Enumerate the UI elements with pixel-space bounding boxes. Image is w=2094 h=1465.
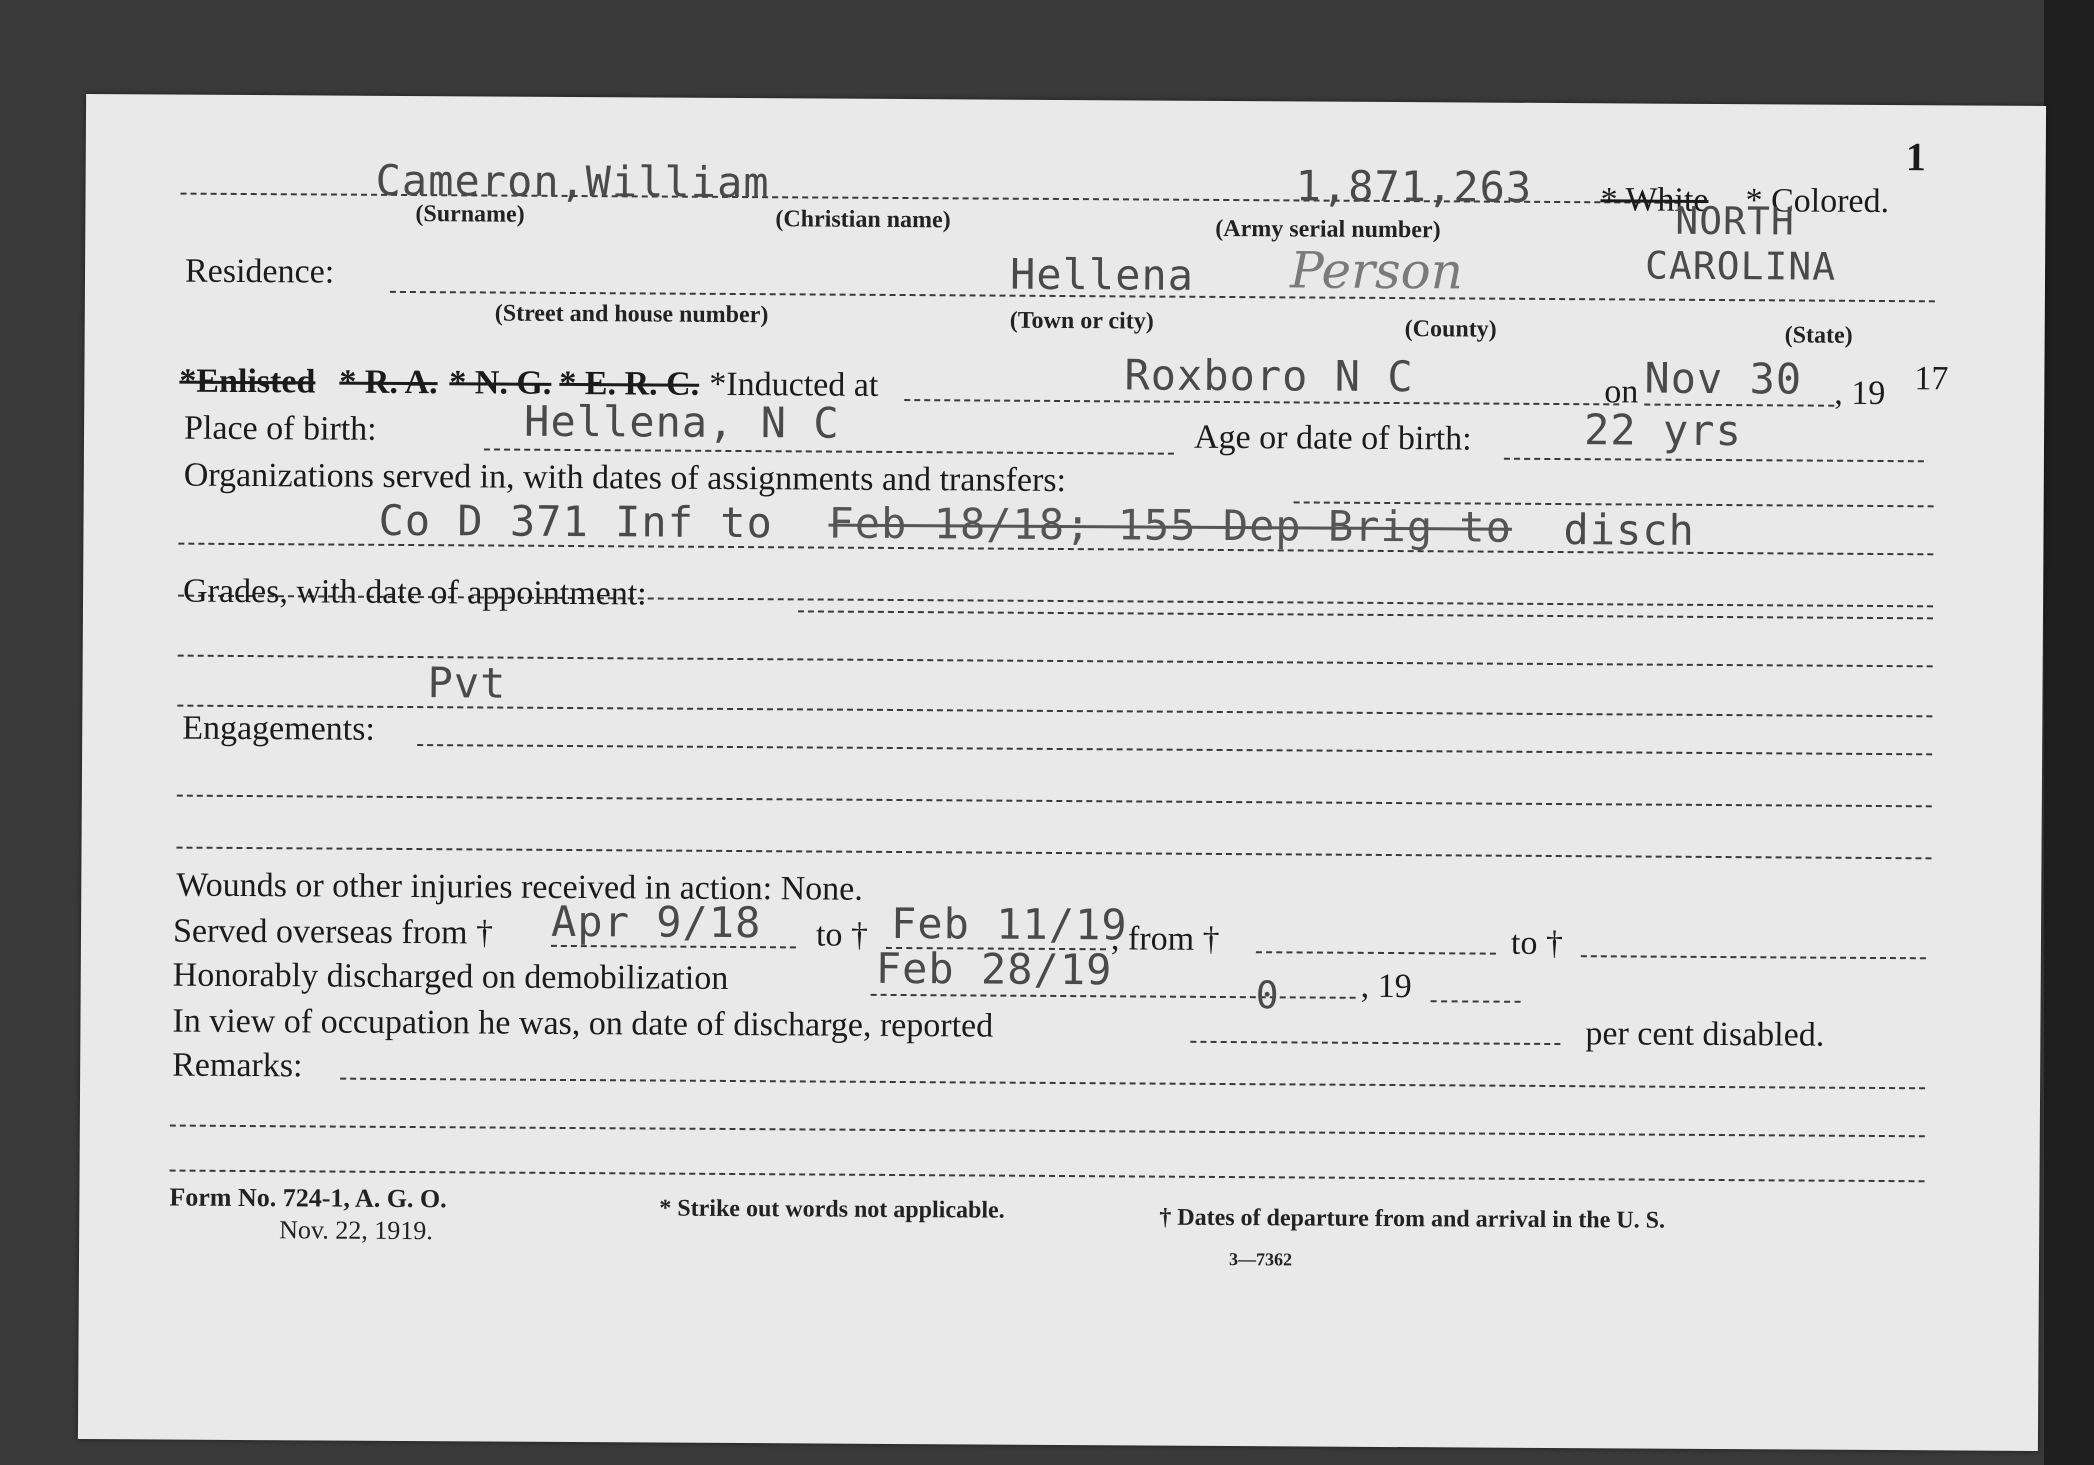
overseas-from2-line [1256,951,1496,954]
surname-label: (Surname) [415,201,525,228]
overseas-from2-label: , from † [1110,920,1220,958]
dates-note: † Dates of departure from and arrival in the U. S. [1159,1204,1666,1234]
engagements-label: Engagements: [182,709,375,748]
remarks-line-1 [340,1078,1925,1090]
engagements-line-3 [177,847,1932,860]
age-line [1504,458,1924,463]
overseas-to-value: Feb 11/19 [890,898,1128,950]
disability-line [1190,1041,1560,1045]
engagements-line-1 [417,744,1932,755]
discharge-year-label: , 19 [1360,967,1412,1006]
strike-note: * Strike out words not applicable. [659,1195,1005,1224]
organizations-value-part2: disch [1563,505,1696,555]
engagements-line-2 [177,795,1932,808]
town-value: Hellena [1009,249,1195,300]
print-code: 3—7362 [1228,1249,1293,1270]
serial-number-label: (Army serial number) [1215,215,1441,244]
race-colored: * Colored. [1745,182,1890,221]
remarks-line-3 [170,1170,1925,1183]
place-of-birth-value: Hellena, N C [523,396,840,448]
year-prefix: , 19 [1834,374,1886,413]
inducted-place-value: Roxboro N C [1124,350,1414,402]
disability-suffix: per cent disabled. [1585,1015,1825,1054]
surname-value: Cameron, [375,155,587,207]
age-value: 22 yrs [1583,405,1742,456]
organizations-value-part1: Co D 371 Inf to [378,495,773,548]
place-of-birth-label: Place of birth: [183,409,377,448]
inducted-year-value: 17 [1914,360,1949,398]
grades-line-1 [798,610,1933,619]
inducted-date-value: Nov 30 [1644,353,1803,404]
grades-line-3 [177,705,1932,718]
county-value: Person [1289,241,1464,301]
overseas-to-label: to † [815,916,869,954]
remarks-line-2 [170,1125,1925,1138]
state-value-line1: NORTH [1675,198,1795,244]
form-date: Nov. 22, 1919. [279,1215,433,1246]
organizations-label: Organizations served in, with dates of assignments and transfers: [183,456,1067,500]
grades-value: Pvt [427,658,507,708]
overseas-from-label: Served overseas from † [172,912,494,952]
overseas-from-value: Apr 9/18 [550,896,762,948]
discharge-label: Honorably discharged on demobilization [172,956,729,997]
age-label: Age or date of birth: [1193,418,1472,458]
ng-struck: * N. G. [449,364,552,402]
organizations-value-struck: Feb 18/18; 155 Dep Brig to [828,498,1513,552]
overseas-to2-line [1581,955,1926,959]
town-label: (Town or city) [1009,307,1154,335]
on-label: on [1604,373,1639,411]
form-number: Form No. 724-1, A. G. O. [169,1182,447,1214]
place-of-birth-line [484,448,1174,454]
christian-name-value: William [585,157,770,208]
wounds-label: Wounds or other injuries received in action: None. [176,866,863,908]
grades-label: Grades, with date of appointment: [182,572,647,613]
occupation-label: In view of occupation he was, on date of discharge, reported [172,1002,994,1045]
ra-struck: * R. A. [339,363,438,402]
state-label: (State) [1784,322,1853,349]
film-border [2044,0,2094,1465]
discharge-line [871,994,1356,999]
discharge-value: Feb 28/19 [875,943,1113,995]
remarks-label: Remarks: [172,1046,303,1085]
overseas-to2-label: to † [1510,924,1564,963]
state-value-line2: CAROLINA [1644,243,1837,289]
disability-value: 0 [1255,973,1280,1018]
inducted-label: *Inducted at [709,365,879,404]
county-label: (County) [1404,316,1497,343]
service-record-card [78,94,2046,1451]
street-label: (Street and house number) [494,300,769,329]
race-white-struck: * White [1600,181,1709,219]
serial-number-value: 1,871,263 [1295,161,1533,212]
card-number: 1 [1905,134,1926,180]
erc-struck: * E. R. C. [559,364,700,403]
discharge-year-line [1431,1000,1521,1003]
enlisted-struck: *Enlisted [179,362,316,401]
residence-label: Residence: [184,252,335,291]
christian-name-label: (Christian name) [775,206,951,234]
